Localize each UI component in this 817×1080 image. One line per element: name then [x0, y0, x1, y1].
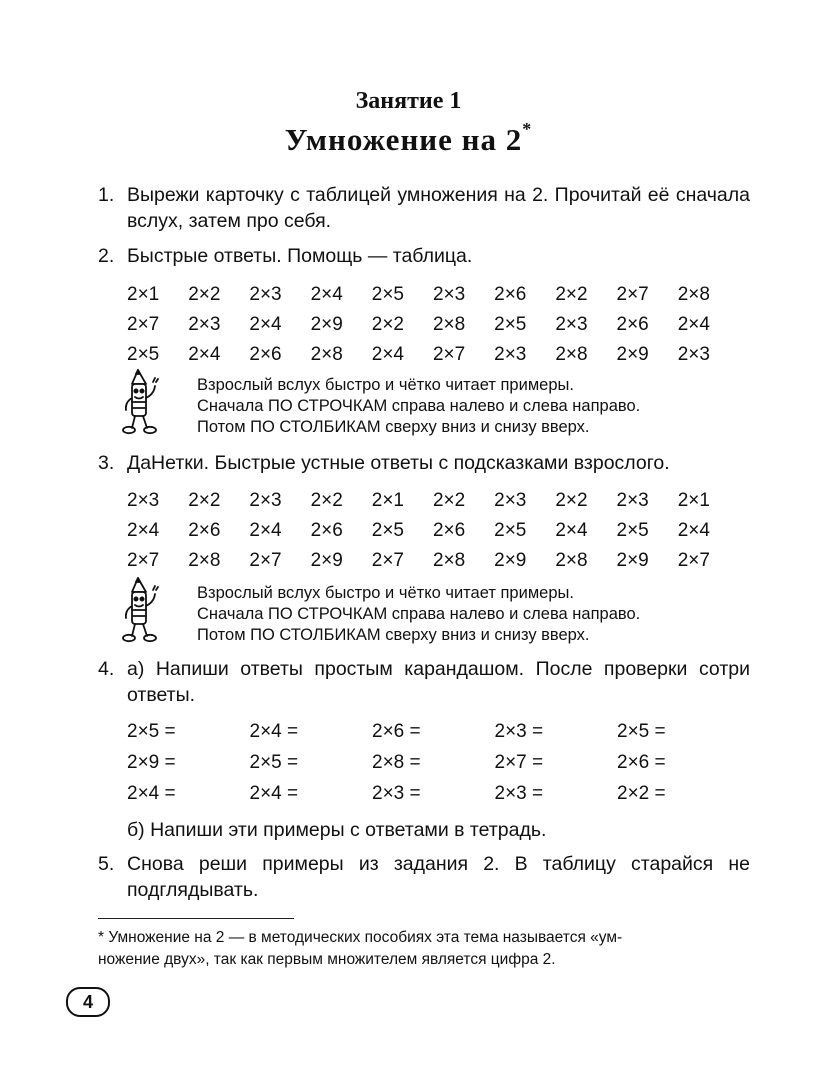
example-cell: 2×6 — [188, 520, 221, 541]
example-cell: 2×3 — [555, 314, 588, 335]
example-cell: 2×4 — [249, 314, 282, 335]
example-cell: 2×5 — [494, 520, 527, 541]
example-cell: 2×5 — [127, 344, 160, 365]
example-cell: 2×8 — [677, 284, 710, 305]
task-text: Быстрые ответы. Помощь — таблица. — [127, 245, 473, 267]
example-cell: 2×9 — [494, 550, 527, 571]
task-2-examples — [127, 284, 767, 366]
note-line: Сначала ПО СТРОЧКАМ справа налево и слева направо. — [197, 605, 641, 623]
example-cell: 2×4 — [249, 520, 282, 541]
example-cell: 2×2 — [310, 490, 343, 511]
task-2-note — [197, 375, 737, 438]
example-cell: 2×4 — [310, 284, 343, 305]
example-cell: 2×5 — [371, 520, 404, 541]
task-5 — [98, 851, 750, 903]
example-cell: 2×3 — [432, 284, 466, 305]
pencil-mascot-icon — [120, 574, 176, 646]
example-cell: 2×3 = — [494, 721, 544, 742]
example-cell: 2×7 = — [494, 752, 544, 773]
example-cell: 2×3 — [188, 314, 221, 335]
note-line: Потом ПО СТОЛБИКАМ сверху вниз и снизу вверх. — [197, 418, 590, 436]
example-cell: 2×4 — [677, 520, 710, 541]
example-cell: 2×8 — [555, 344, 588, 365]
task-4 — [98, 656, 750, 708]
example-cell: 2×3 — [127, 490, 160, 511]
example-cell: 2×2 — [555, 284, 588, 305]
page-title — [0, 118, 817, 158]
page-number: 4 — [66, 987, 110, 1017]
note-line: Сначала ПО СТРОЧКАМ справа налево и слева направо. — [197, 397, 641, 415]
example-cell: 2×2 = — [617, 783, 666, 804]
example-cell: 2×3 = — [372, 783, 421, 804]
example-cell: 2×9 — [616, 344, 649, 365]
footnote-divider — [98, 918, 294, 919]
footnote — [98, 927, 750, 971]
example-cell: 2×5 — [616, 520, 649, 541]
example-cell: 2×9 — [310, 314, 343, 335]
example-cell: 2×3 — [494, 344, 527, 365]
note-line: Потом ПО СТОЛБИКАМ сверху вниз и снизу вверх. — [197, 626, 590, 644]
example-cell: 2×8 — [555, 550, 588, 571]
lesson-heading: Занятие 1 — [355, 88, 462, 114]
task-text: а) Напиши ответы простым карандашом. После проверки сотри ответы. — [127, 658, 750, 706]
example-cell: 2×4 = — [127, 783, 176, 804]
example-cell: 2×5 = — [617, 721, 666, 742]
example-cell: 2×5 — [494, 314, 527, 335]
example-cell: 2×6 = — [617, 752, 666, 773]
task-4-equations — [127, 721, 747, 805]
task-number: 1. — [98, 184, 115, 206]
example-cell: 2×6 — [249, 344, 282, 365]
example-cell: 2×9 — [310, 550, 343, 571]
example-cell: 2×4 = — [249, 721, 299, 742]
pencil-mascot-icon — [120, 366, 176, 438]
example-cell: 2×6 — [432, 520, 466, 541]
task-text: Вырежи карточку с таблицей умножения на 2. Прочитай её сначала вслух, затем про себя. — [127, 184, 750, 232]
example-cell: 2×5 = — [249, 752, 299, 773]
example-cell: 2×2 — [555, 490, 588, 511]
example-cell: 2×7 — [677, 550, 710, 571]
task-number: 4. — [98, 658, 115, 680]
task-2 — [98, 243, 750, 269]
example-cell: 2×6 = — [372, 721, 421, 742]
example-cell: 2×4 — [677, 314, 710, 335]
example-cell: 2×5 = — [127, 721, 176, 742]
example-cell: 2×4 — [371, 344, 404, 365]
task-1 — [98, 182, 750, 234]
example-cell: 2×9 — [616, 550, 649, 571]
task-number: 2. — [98, 245, 115, 267]
example-cell: 2×2 — [188, 284, 221, 305]
task-number: 3. — [98, 452, 115, 474]
example-cell: 2×8 — [432, 550, 466, 571]
example-cell: 2×5 — [371, 284, 404, 305]
example-cell: 2×6 — [494, 284, 527, 305]
example-cell: 2×1 — [127, 284, 160, 305]
example-cell: 2×9 = — [127, 752, 176, 773]
example-cell: 2×1 — [677, 490, 710, 511]
example-cell: 2×8 — [188, 550, 221, 571]
example-cell: 2×3 — [494, 490, 527, 511]
example-cell: 2×7 — [616, 284, 649, 305]
example-cell: 2×3 — [616, 490, 649, 511]
example-cell: 2×4 = — [249, 783, 299, 804]
example-cell: 2×2 — [432, 490, 466, 511]
task-4-part-b: б) Напиши эти примеры с ответами в тетрадь. — [127, 819, 547, 841]
example-cell: 2×6 — [616, 314, 649, 335]
footnote-mark: * — [522, 118, 533, 139]
example-cell: 2×3 — [249, 490, 282, 511]
note-line: Взрослый вслух быстро и чётко читает примеры. — [197, 376, 574, 394]
example-cell: 2×8 — [310, 344, 343, 365]
example-cell: 2×4 — [188, 344, 221, 365]
example-cell: 2×4 — [127, 520, 160, 541]
example-cell: 2×7 — [432, 344, 466, 365]
example-cell: 2×7 — [127, 550, 160, 571]
example-cell: 2×3 — [677, 344, 710, 365]
example-cell: 2×7 — [127, 314, 160, 335]
task-text: Снова реши примеры из задания 2. В таблицу старайся не подглядывать. — [127, 853, 750, 901]
example-cell: 2×6 — [310, 520, 343, 541]
task-text: ДаНетки. Быстрые устные ответы с подсказками взрослого. — [127, 452, 670, 474]
footnote-line: ножение двух», так как первым множителем является цифра 2. — [98, 951, 556, 968]
example-cell: 2×3 — [249, 284, 282, 305]
task-number: 5. — [98, 853, 115, 875]
example-cell: 2×8 — [432, 314, 466, 335]
example-cell: 2×2 — [188, 490, 221, 511]
example-cell: 2×8 = — [372, 752, 421, 773]
example-cell: 2×2 — [371, 314, 404, 335]
example-cell: 2×4 — [555, 520, 588, 541]
example-cell: 2×3 = — [494, 783, 544, 804]
example-cell: 2×1 — [371, 490, 404, 511]
task-3-examples — [127, 490, 767, 572]
example-cell: 2×7 — [371, 550, 404, 571]
note-line: Взрослый вслух быстро и чётко читает примеры. — [197, 584, 574, 602]
title-text: Умножение на 2 — [284, 122, 523, 157]
task-3 — [98, 450, 750, 476]
task-3-note — [197, 583, 737, 646]
footnote-line: * Умножение на 2 — в методических пособиях эта тема называется «ум- — [98, 929, 623, 946]
example-cell: 2×7 — [249, 550, 282, 571]
